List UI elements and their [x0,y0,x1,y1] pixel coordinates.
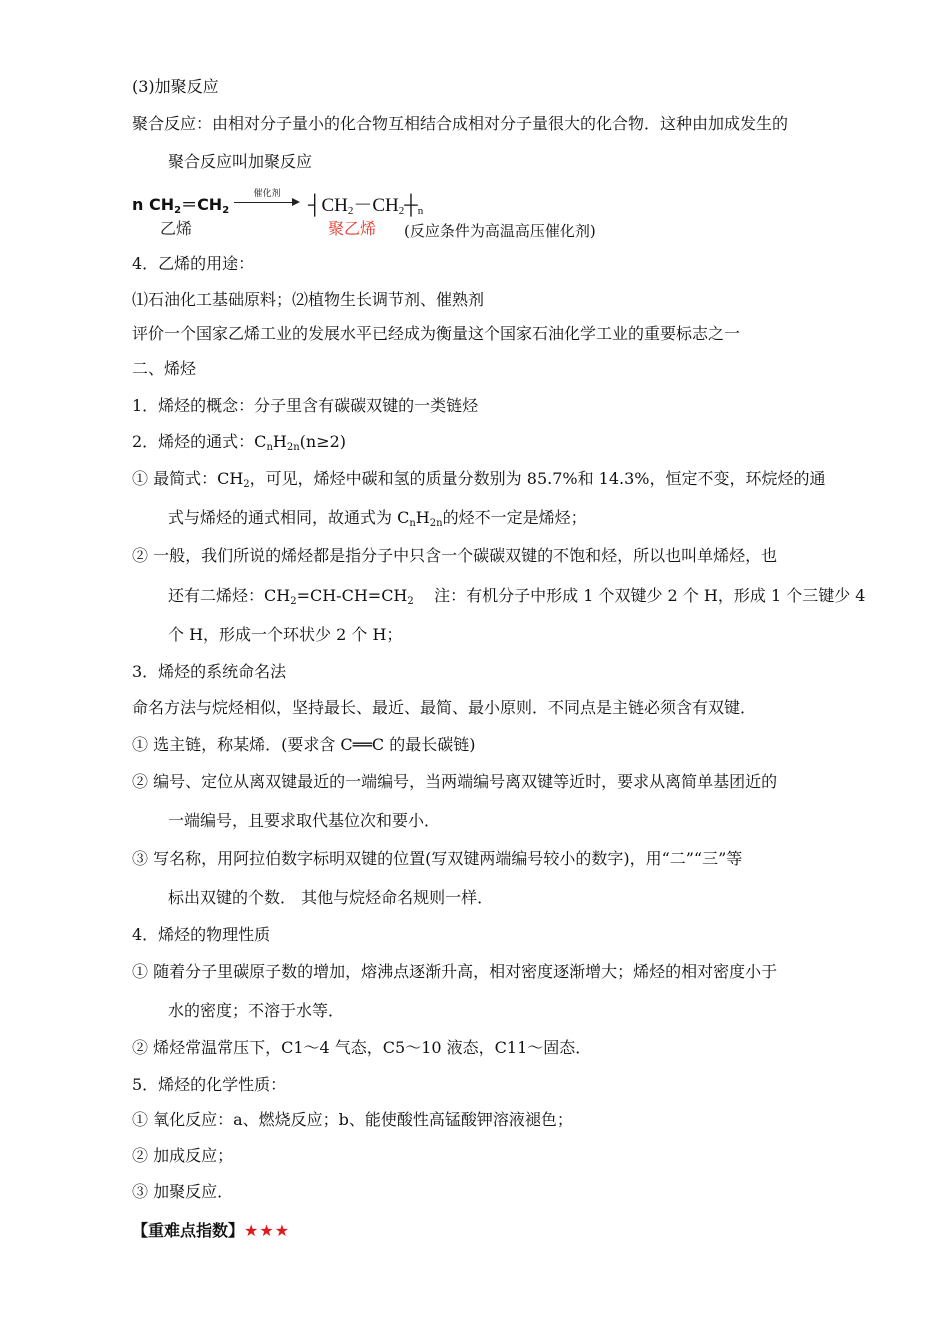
chemical-title: 5．烯烃的化学性质： [132,1075,287,1094]
part2-title: 二、烯烃 [132,359,197,378]
physical-property-2: ② 烯烃常温常压下，C1～4 气态，C5～10 液态，C11～固态． [132,1038,592,1057]
alkene-concept: 1．烯烃的概念：分子里含有碳碳双键的一类链烃 [132,396,479,415]
uses-items: ⑴石油化工基础原料；⑵植物生长调节剂、催熟剂 [132,290,485,309]
product-label: 聚乙烯 [328,219,377,238]
general-note-cont: 个 H，形成一个环状少 2 个 H； [168,625,403,644]
arrow-shaft [234,202,296,203]
naming-step-3-cont: 标出双键的个数． 其他与烷烃命名规则一样． [168,888,494,907]
naming-intro: 命名方法与烷烃相似，坚持最长、最近、最简、最小原则．不同点是主链必须含有双键． [132,698,757,717]
reaction-condition: (反应条件为高温高压催化剂) [404,222,596,240]
naming-title: 3．烯烃的系统命名法 [132,662,287,681]
difficulty-stars: ★★★ [244,1221,291,1240]
physical-property-1: ① 随着分子里碳原子数的增加，熔沸点逐渐升高，相对密度逐渐增大；烯烃的相对密度小于 [132,962,778,981]
chemical-property-2: ② 加成反应； [132,1146,234,1165]
physical-title: 4．烯烃的物理性质 [132,925,271,944]
chemical-property-1: ① 氧化反应：a、燃烧反应；b、能使酸性高锰酸钾溶液褪色； [132,1110,573,1129]
general-formula: 2．烯烃的通式：$C_nH_{2n}(n\ge 2)$ [132,432,347,453]
uses-note: 评价一个国家乙烯工业的发展水平已经成为衡量这个国家石油化学工业的重要标志之一 [132,324,741,343]
polymerization-definition: 聚合反应：由相对分子量小的化合物互相结合成相对分子量很大的化合物．这种由加成发生的 [132,114,789,133]
simplest-formula-cont: 式与烯烃的通式相同，故通式为 $C_nH_{2n}$的烃不一定是烯烃； [168,508,587,529]
chemical-property-3: ③ 加聚反应． [132,1182,234,1201]
naming-step-3: ③ 写名称，用阿拉伯数字标明双键的位置(写双键两端编号较小的数字)，用“二”“三”等 [132,849,743,868]
reactant-formula: n $CH_2=CH_2$ [132,195,230,216]
naming-step-2-cont: 一端编号，且要求取代基位次和要小． [168,811,441,830]
reactant-label: 乙烯 [160,219,193,238]
simplest-formula: ① 最简式：$CH_2$，可见，烯烃中碳和氢的质量分数别为 85.7%和 14.3%，恒定不变，环烷烃的通 [132,469,826,490]
polymerization-equation [132,186,832,240]
naming-step-2: ② 编号、定位从离双键最近的一端编号，当两端编号离双键等近时，要求从离简单基团近的 [132,772,778,791]
naming-step-1: ① 选主链，称某烯．(要求含 C══C 的最长碳链) [132,735,476,754]
catalyst-label: 催化剂 [253,189,281,199]
arrow-head-icon [292,198,300,206]
polymerization-definition-cont: 聚合反应叫加聚反应 [168,152,313,171]
reaction-arrow [232,186,302,216]
uses-title: 4．乙烯的用途： [132,254,255,273]
section-title-addition-polymerization: (3)加聚反应 [132,77,219,96]
general-note: ② 一般，我们所说的烯烃都是指分子中只含一个碳碳双键的不饱和烃，所以也叫单烯烃，也 [132,546,778,565]
difficulty-index: 【重难点指数】★★★ [132,1221,291,1240]
polymer-formula: $┤CH_2-CH_2┼_n$ [308,195,424,217]
general-note-diene: 还有二烯烃：$CH_2=CH-CH=CH_2$ 注：有机分子中形成 1 个双键少 2 个 H，形成 1 个三键少 4 [168,586,866,607]
physical-property-1-cont: 水的密度；不溶于水等． [168,1001,345,1020]
